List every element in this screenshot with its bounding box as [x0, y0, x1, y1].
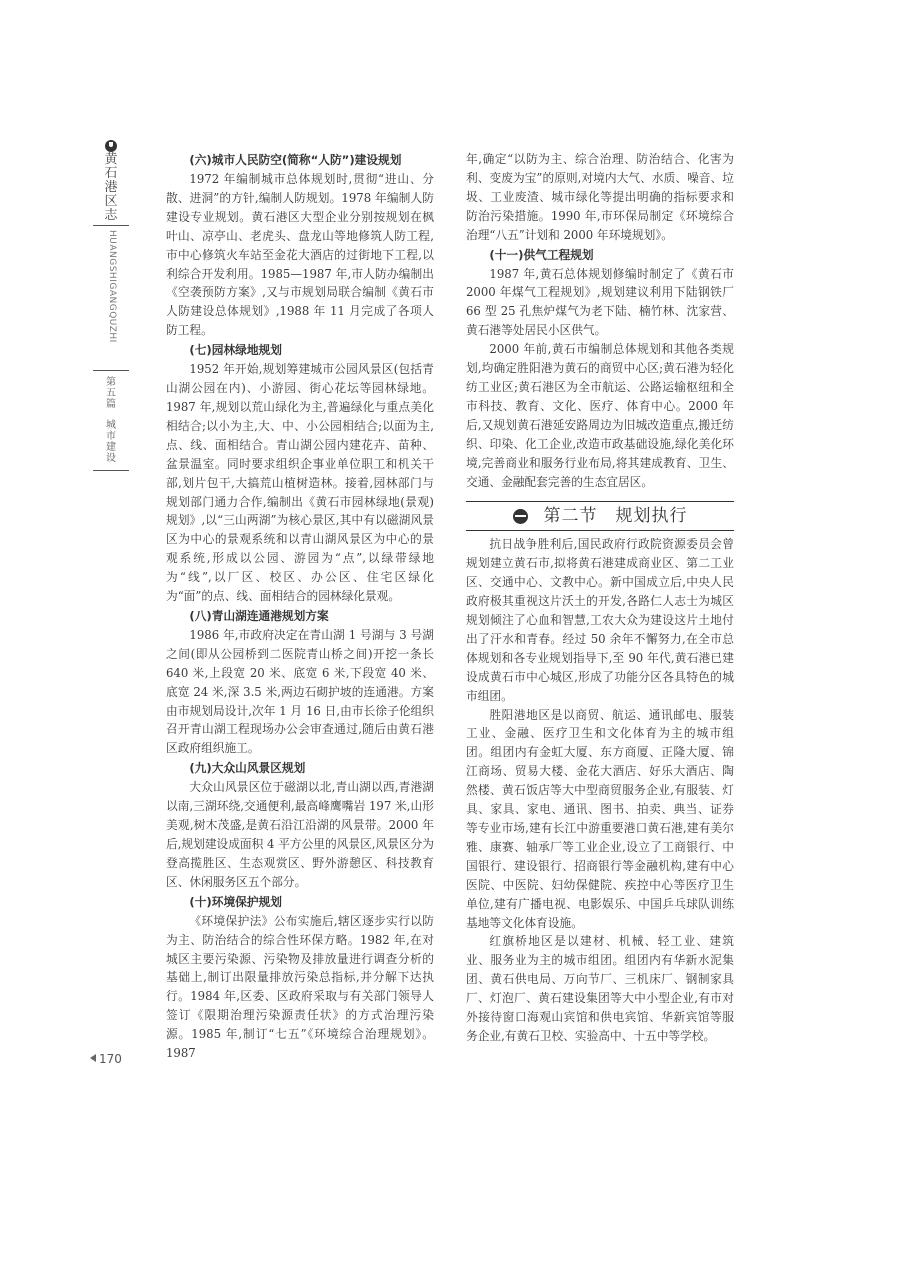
page-number-text: 170 [99, 1052, 122, 1066]
paragraph-continued: 年,确定“以防为主、综合治理、防治结合、化害为利、变废为宝”的原则,对境内大气、水质、噪音、垃圾、工业废渣、城市绿化等提出明确的指标要求和防治污染措施。1990 年,市环保局制定《环境综合治理“八五”计划和 2000 年环境规划》。 [466, 152, 734, 242]
paragraph: 1952 年开始,规划筹建城市公园风景区(包括青山湖公园在内)、小游园、街心花坛等园林绿地。1987 年,规划以荒山绿化为主,普遍绿化与重点美化相结合;以小为主,大、中、小公园相结合;以面为主,点、线、面相结合。青山湖公园内建花卉、苗种、盆景温室。同时要求组织企事业单位职工和机关干部,划片包干,大搞荒山植树造林。接着,园林部门与规划部门通力合作,编制出《黄石市园林绿地(景观)规划》,以“三山两湖”为核心景区,其中有以磁湖风景区为中心的景观系统和以青山湖风景区为中心的景观系统,形成以公园、游园为“点”,以绿带绿地为“线”,以厂区、校区、办公区、住宅区绿化为“面”的点、线、面相结合的园林绿化景观。 [166, 362, 434, 604]
book-logo-icon [105, 140, 117, 152]
paragraph: 大众山风景区位于磁湖以北,青山湖以西,青港湖以南,三湖环绕,交通便利,最高峰鹰嘴岩 197 米,山形美观,树木茂盛,是黄石沿江沿湖的风景带。2000 年后,规划建设成面积 4 平方公里的风景区,风景区分为登高揽胜区、生态观赏区、野外游憩区、科技教育区、休闲服务区五个部分。 [166, 780, 434, 889]
subheading-7: (七)园林绿地规划 [189, 343, 282, 358]
subheading-9: (九)大众山风景区规划 [189, 761, 306, 776]
section-title: 第二节 规划执行 [543, 505, 688, 526]
paragraph: 1986 年,市政府决定在青山湖 1 号湖与 3 号湖之间(即从公园桥到二医院青山桥之间)开挖一条长 640 米,上段宽 20 米、底宽 6 米,下段宽 40 米、底宽 24 米,深 3.5 米,两边石砌护坡的连通港。方案由市规划局设计,次年 1 月 16 日,由市长徐子伦组织召开青山湖工程现场办公会审查通过,随后由黄石港区政府组织施工。 [166, 627, 434, 756]
paragraph: 2000 年前,黄石市编制总体规划和其他各类规划,均确定胜阳港为黄石的商贸中心区;黄石港为轻化纺工业区;黄石港区为全市航运、公路运输枢纽和全市科技、教育、文化、医疗、体育中心。2000 年后,又规划黄石港延安路周边为旧城改造重点,搬迁纺织、印染、化工企业,改造市政基础设施,绿化美化环境,完善商业和服务行业布局,将其建成教育、卫生、交通、金融配套完善的生态宜居区。 [466, 342, 734, 489]
book-title-pinyin: HUANGSHIGANGQUZHI [107, 230, 117, 343]
subheading-6: (六)城市人民防空(简称“人防”)建设规划 [189, 153, 402, 167]
paragraph: 抗日战争胜利后,国民政府行政院资源委员会曾规划建立黄石市,拟将黄石港建成商业区、第二工业区、交通中心、文教中心。新中国成立后,中央人民政府极其重视这片沃土的开发,各路仁人志士为城区规划倾注了心血和智慧,工农大众为建设这片土地付出了汗水和青春。经过 50 余年不懈努力,在全市总体规划和各专业规划指导下,至 90 年代,黄石港已建设成黄石市中心城区,形成了功能分区各具特色的城市组团。 [466, 537, 734, 703]
section-bullet-icon [513, 509, 528, 524]
paragraph: 《环境保护法》公布实施后,辖区逐步实行以防为主、防治结合的综合性环保方略。1982 年,在对城区主要污染源、污染物及排放量进行调查分析的基础上,制订出限量排放污染总指标,并分解下达执行。1984 年,区委、区政府采取与有关部门领导人签订《限期治理污染源责任状》的方式治理污染源。1985 年,制订“七五”《环境综合治理规划》。1987 [166, 913, 434, 1061]
right-column [466, 150, 734, 1046]
paragraph: 1972 年编制城市总体规划时,贯彻“进山、分散、进洞”的方针,编制人防规划。1978 年编制人防建设专业规划。黄石港区大型企业分别按规划在枫叶山、凉亭山、老虎头、盘龙山等地修筑人防工程,市中心修筑火车站至金花大酒店的过街地下工程,以利综合开发利用。1985—1987 年,市人防办编制出《空袭预防方案》,又与市规划局联合编制《黄石市人防建设总体规划》,1988 年 11 月完成了各项人防工程。 [166, 172, 434, 338]
paragraph: 红旗桥地区是以建材、机械、轻工业、建筑业、服务业为主的城市组团。组团内有华新水泥集团、黄石供电局、万向节厂、三机床厂、钢制家具厂、灯泡厂、黄石建设集团等大中小型企业,有市对外接待窗口海观山宾馆和供电宾馆、华新宾馆等服务企业,有黄石卫校、实验高中、十五中等学校。 [466, 934, 734, 1043]
sidebar-running-head [93, 140, 129, 473]
paragraph: 胜阳港地区是以商贸、航运、通讯邮电、服装工业、金融、医疗卫生和文化体育为主的城市组团。组团内有金虹大厦、东方商厦、正隆大厦、锦江商场、贸易大楼、金花大酒店、好乐大酒店、陶然楼、黄石饭店等大中型商贸服务企业,有服装、灯具、家具、家电、通讯、图书、拍卖、典当、证券等专业市场,建有长江中游重要港口黄石港,建有美尔雅、康赛、轴承厂等工业企业,设立了工商银行、中国银行、建设银行、招商银行等金融机构,建有中心医院、中医院、妇幼保健院、疾控中心等医疗卫生单位,建有广播电视、电影娱乐、中国乒乓球队训练基地等文化体育设施。 [466, 707, 734, 930]
page-marker-triangle-icon [90, 1054, 96, 1062]
divider [93, 370, 129, 371]
subheading-8: (八)青山湖连通港规划方案 [189, 608, 329, 623]
subheading-10: (十)环境保护规划 [189, 894, 282, 909]
left-column [166, 150, 434, 1063]
page-number [90, 1052, 122, 1066]
part-number: 第五篇 [106, 377, 116, 410]
book-title: 黄石港区志 [104, 152, 118, 223]
section-heading [466, 501, 734, 531]
divider [93, 225, 129, 226]
divider [93, 470, 129, 471]
paragraph: 1987 年,黄石总体规划修编时制定了《黄石市 2000 年煤气工程规划》,规划建议利用下陆钢铁厂 66 型 25 孔焦炉煤气为老下陆、楠竹林、沈家营、黄石港等处居民小区供气。 [466, 266, 734, 338]
part-title: 城市建设 [106, 420, 116, 464]
subheading-11: (十一)供气工程规划 [489, 247, 594, 262]
